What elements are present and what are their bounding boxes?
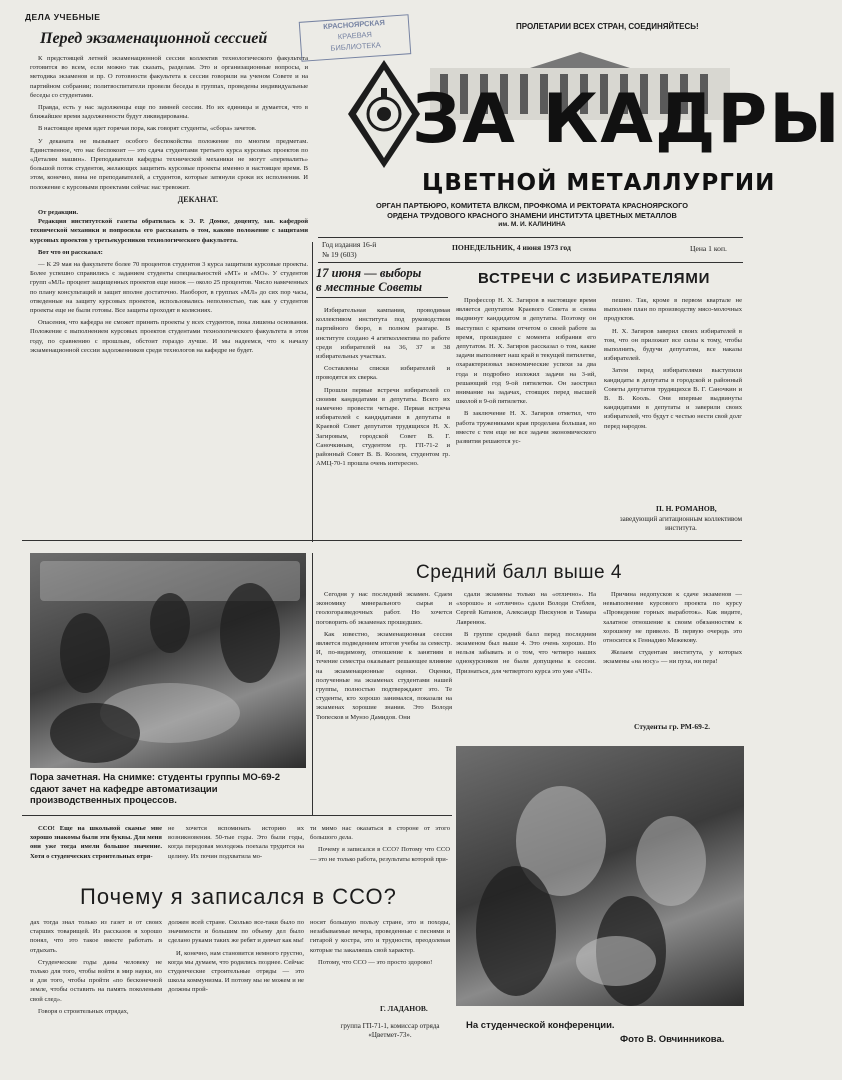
exam-photo-caption: Пора зачетная. На снимке: студенты группы МО-69-2 сдают зачет на кафедре автоматизации производственных процессов. (30, 772, 280, 806)
article-paragraph: носят большую пользу стране, это и походы, незабываемые вечера, проведенные с песнями и гитарой у костра, это и трудности, преодолевая которые ты закаляешь свой характер. (310, 919, 450, 954)
election-title-line: в местные Советы (316, 280, 423, 294)
proletarians-slogan: ПРОЛЕТАРИИ ВСЕХ СТРАН, СОЕДИНЯЙТЕСЬ! (516, 22, 699, 31)
article-exam-session-body (30, 54, 308, 524)
masthead-subtitle-line: ОРГАН ПАРТБЮРО, КОМИТЕТА ВЛКСМ, ПРОФКОМА И РЕКТОРАТА КРАСНОЯРСКОГО (375, 201, 689, 210)
article-paragraph: Правда, есть у нас задолженцы еще по зимней сессии. Но их единицы и думается, что в ближайшее время задолженности будут ликвидированы. (30, 104, 308, 121)
gpa-column-3 (603, 590, 742, 710)
column-divider (312, 553, 313, 815)
gpa-column-1 (316, 590, 452, 816)
column-divider (312, 242, 313, 542)
reply-lead: Вот что он рассказал: (38, 248, 103, 256)
order-emblem-icon (346, 58, 422, 170)
issue-info (322, 240, 376, 259)
article-paragraph: Студенческие годы даны человеку не только для того, чтобы войти в мир науки, но и для того, чтобы пройти «по бесконечной земле, чтобы оставить на память поколеньям свой след». (30, 958, 162, 1003)
photo-figure (476, 866, 556, 996)
sso-column-2 (168, 918, 304, 1056)
article-paragraph: ти мимо нас оказаться в стороне от этого большого дела. (310, 825, 450, 842)
masthead-subtitle-line: ОРДЕНА ТРУДОВОГО КРАСНОГО ЗНАМЕНИ ИНСТИТУТА ЦВЕТНЫХ МЕТАЛЛОВ (387, 210, 677, 220)
issue-date: ПОНЕДЕЛЬНИК, 4 июня 1973 год (452, 243, 571, 252)
masthead-divider (318, 237, 743, 238)
stamp-line: БИБЛИОТЕКА (330, 40, 382, 53)
article-paragraph: Желаем студентам института, у которых экзамены «на носу» — ни пуха, ни пера! (603, 649, 742, 666)
article-paragraph: У деканата не вызывает особого беспокойства положение по многим предметам. Единственное, что нас беспокоит — это сдача студентами третьего курса курсовых проектов по «Деталям машин». Преподаватели кафедры технической механики не могут «перевалить» большой поток студентов, желающих защитить курсовые проекты именно в настоящее время. В этом, конечно, вина не преподавателей, а студентов, которые затянули сроки их исполнения. И положение с курсовыми проектами сейчас нас тревожит. (30, 137, 308, 191)
sso-author-group: группа ГП-71-1, комиссар отряда «Цветмет-73». (340, 1022, 440, 1039)
article-paragraph: — К 29 мая на факультете более 70 процентов студентов 3 курса защитили курсовые проекты. Более успешно справились с заданием студенты специальностей «МТ» и «МО». У студентов групп «МЛ» процент защищенных проектов еще низок — около 25 процентов. Число намеченных по плану консультаций и защит вполне достаточно. Наоборот, в группах «МЛ» до сих пор часы, отведенные на защиту курсовых проектов, использовались неполностью, так как у студентов проекты еще не были готовы. Все защиты проходят в колясниях. (30, 261, 308, 315)
gpa-signature: Студенты гр. РМ-69-2. (634, 722, 711, 731)
article-paragraph: Говоря о строительных отрядах, (38, 1007, 129, 1015)
photo-figure (150, 593, 190, 653)
sso-top-column-3 (310, 824, 450, 882)
sso-article-title: Почему я записался в ССО? (80, 884, 397, 909)
meetings-author-title: заведующий агитационным коллективом института. (619, 515, 743, 532)
photo-highlight (636, 816, 706, 906)
article-paragraph: Причина недопусков к сдаче экзаменов — невыполнение курсового проекта по курсу «Проведение горных выработок». Как видите, халатное отношение к своим обязанностям к хорошему не привело. В первую очередь это относится к Геннадию Межекову. (603, 591, 742, 645)
election-title-line: 17 июня — выборы (316, 266, 422, 280)
article-paragraph: К предстоящей летней экзаменационной сессии коллектив технологического факультета готовится во всем, если можно так сказать, разделам. Это и организационные вопросы, и методика экзаменов и пр. О готовности факультета к сессии говорили на ученом Совете и на партийном собрании; политвоспитатели провели беседы в группах, проведены индивидуальные беседы со студентами. (30, 55, 308, 99)
article-paragraph: Составлены списки избирателей и проводятся их сверка. (316, 365, 450, 382)
sso-top-column-1 (30, 824, 162, 882)
meetings-author: П. Н. РОМАНОВ, (656, 504, 717, 513)
meetings-column-1 (456, 296, 596, 530)
issue-price: Цена 1 коп. (690, 244, 727, 253)
stamp-line: КРАСНОЯРСКАЯ (322, 17, 386, 32)
article-paragraph: не хочется вспоминать историю их возникновения. 50-тые годы. Это были годы, когда передовая молодежь поехала трудится на целину. Их почин подхватила мо- (168, 825, 304, 860)
masthead-subtitle (320, 201, 744, 230)
article-paragraph: должен всей стране. Сколько все-таки было по значимости и большим по объему дел было сделано руками таких же ребят и девчат как мы! (168, 919, 304, 945)
article-paragraph: Прошли первые встречи избирателей со своими кандидатами в депутаты. Всего их намечено провести четыре. Первая встреча избирателей с кандидатами в депутаты в Краевой Совет депутатов трудящихся Н. Х. Загировым, городской Совет В. Г. Саночкиным, студентом гр. ГП-71-2 и районный Совет В. В. Коолем, студентом гр. АМЦ-70-1 прошла очень интересно. (316, 386, 450, 468)
meetings-title: ВСТРЕЧИ С ИЗБИРАТЕЛЯМИ (478, 270, 711, 287)
article-paragraph: ССО! Еще на школьной скамье мне хорошо знакомы были эти буквы. Для меня они уже тогда имели большое значение. Хотя о студенческих строительных отря- (30, 825, 162, 860)
article-paragraph: Почему я записался в ССО? Потому что ССО — это не только работа, результаты которой при- (310, 846, 450, 863)
masthead-subtitle-line: им. М. И. КАЛИНИНА (498, 221, 566, 228)
article-exam-session-title: Перед экзаменационной сессией (40, 30, 268, 47)
stamp-line: КРАЕВАЯ (337, 29, 373, 42)
article-paragraph: Опасения, что кафедра не сможет принять проекты у всех студентов, пока лишены основания. Положение с выполнением курсовых проектов студентами технологического факультета в этом году, по сравнению с прошлым, обстоит гораздо лучше. И мы надеемся, что к началу экзаменационной сессии задолженников среди технологов на кафедре не будет. (30, 319, 308, 354)
photo-highlight (576, 936, 656, 986)
sso-top-column-2 (168, 824, 304, 882)
signature-deanery: ДЕКАНАТ. (177, 194, 218, 204)
gpa-column-2 (456, 590, 596, 740)
meetings-column-2 (604, 296, 742, 496)
editor-note-lead: От редакции. (38, 209, 79, 217)
exam-photo (30, 553, 306, 768)
section-label: ДЕЛА УЧЕБНЫЕ (25, 12, 101, 22)
masthead-title-bottom: ЦВЕТНОЙ МЕТАЛЛУРГИИ (422, 170, 776, 196)
article-paragraph: Избирательная кампания, проводимая коллективом института под руководством партийного бюро, в полном разгаре. В институте создано 4 агитколлектива по работе среди избирателей на 36, 37 и 38 избирательных участках. (316, 307, 450, 361)
year-of-publication: Год издания 16-й (322, 240, 377, 249)
library-stamp (299, 14, 412, 62)
article-paragraph: Сегодня у нас последний экзамен. Сдаем экономику минерального сырья и геологоразведочных работ. Но хочется поговорить об экзаменах прошедших. (316, 591, 452, 626)
article-paragraph: дах тогда знал только из газет и от своих старших товарищей. Из рассказов я хорошо понял, что это такое вместе работать и отдыхать. (30, 919, 162, 954)
photo-figure (220, 583, 280, 683)
article-paragraph: сдали экзамены только на «отлично». На «хорошо» и «отлично» сдали Володя Стеблев, Сергей Катанов, Александр Пискунов и Тамара Лавренюк. (456, 591, 596, 626)
article-paragraph: В группе средний балл перед последним экзаменом был выше 4. Это очень хорошо. Но нельзя забывать и о том, что четверо наших однокурсников не были допущены к сессии. Признаться, для четвертого курса это уже «ЧП». (456, 630, 596, 675)
article-paragraph: Затем перед избирателями выступили кандидаты в депутаты в городской и районный Советы депутатов трудящихся В. Г. Саночкин и В. В. Кооль. Они впервые выдвинуты кандидатами в депутаты и заверили своих избирателей, что будут с честью нести свой долг перед народом. (604, 367, 742, 430)
article-paragraph: Н. Х. Загиров заверил своих избирателей в том, что он приложит все силы к тому, чтобы выполнить, будучи депутатом, все наказы избирателей. (604, 327, 742, 363)
article-paragraph: В заключение Н. Х. Загиров отметил, что работа тружениками края проделана большая, но вместе с тем еще не все задачи экономического развития решаются ус- (456, 410, 596, 446)
article-paragraph: Как известно, экзаменационная сессия является подведением итогов учебы за семестр. И, по-видимому, отношение к занятиям в течение семестра оказывает решающее влияние на экзаменационные оценки. Оценки, полученные на экзаменах студентами нашей группы, полностью подтверждают это. Те студенты, кто хорошо занимался, показали на экзаменах хорошие знания. Это Володя Тюпесков и Мунзо Дамидов. Они (316, 630, 452, 721)
article-paragraph: Потому, что ССО — это просто здорово! (318, 958, 433, 966)
gpa-article-title: Средний балл выше 4 (416, 562, 622, 583)
article-paragraph: В настоящее время идет горячая пора, как говорят студенты, «сбора» зачетов. (38, 125, 257, 133)
issue-number: № 19 (603) (322, 249, 357, 259)
election-column (316, 306, 450, 526)
masthead-title-top: ЗА КАДРЫ (412, 80, 842, 159)
section-divider (22, 815, 452, 816)
section-divider (22, 540, 742, 541)
photo-figure (50, 703, 140, 763)
sso-author: Г. ЛАДАНОВ. (380, 1004, 428, 1013)
sso-column-1 (30, 918, 162, 1056)
article-paragraph: Профессор Н. Х. Загиров в настоящее время является депутатом Краевого Совета и снова выдвинут кандидатом в депутаты. Поэтому он выступил с кратким отчетом о своей работе за время, прошедшее с момента избрания его депутатом. Н. Х. Загиров рассказал о том, какие задачи выполняет наш край в текущей пятилетке, охарактеризовал экономические успехи за два года и подробно изложил задачи на 3-ий, решающий год 9-ой пятилетки. Он заострил внимание на задачах, стоящих перед высшей школой в 9-ой пятилетке. (456, 297, 596, 406)
article-paragraph: И, конечно, нам становится немного грустно, когда мы думаем, что родились позднее. Сейчас студенческие строительные отряды — это школа коммунизма. И потому мы не можем и не должны прой- (168, 949, 304, 994)
sso-column-3 (310, 918, 450, 1002)
article-paragraph: пешно. Так, кроме в первом квартале не выполнен план по производству мясо-молочных продуктов. (604, 297, 742, 323)
photo-figure (60, 613, 110, 693)
editor-note-text: Редакция институтской газеты обратилась к Э. Р. Домке, доценту, зав. кафедрой технической механики и попросила его рассказать о том, каково положение с защитами курсовых проектов у третьекурсников технологического факультета. (30, 218, 308, 244)
conference-photo-caption: На студенческой конференции. (466, 1020, 615, 1031)
conference-photo-credit: Фото В. Овчинникова. (620, 1034, 725, 1045)
date-divider (318, 262, 743, 263)
election-box (316, 266, 448, 298)
conference-photo (456, 746, 744, 1006)
